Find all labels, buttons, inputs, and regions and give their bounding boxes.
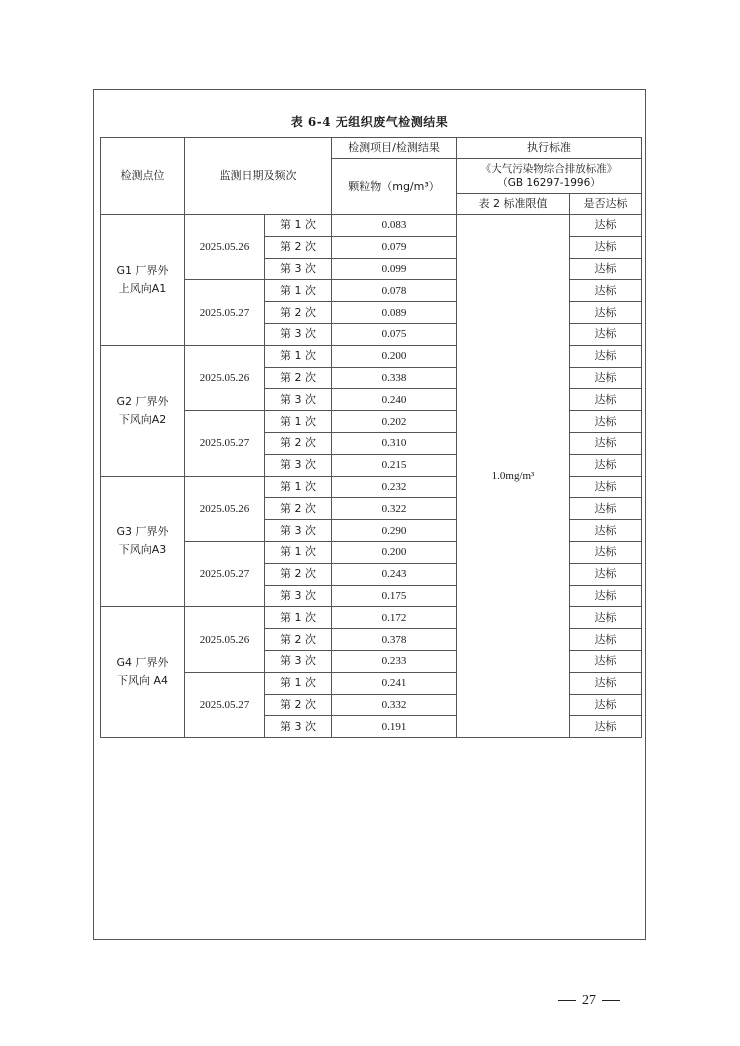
value-cell: 0.378 (332, 629, 457, 651)
status-cell: 达标 (570, 411, 642, 433)
status-cell: 达标 (570, 629, 642, 651)
status-cell: 达标 (570, 650, 642, 672)
freq-cell: 第 3 次 (265, 585, 332, 607)
status-cell: 达标 (570, 236, 642, 258)
header-unit: （mg/m³） (381, 179, 440, 193)
freq-cell: 第 1 次 (265, 541, 332, 563)
date-cell: 2025.05.26 (185, 215, 265, 280)
limit-value: 1.0mg/m³ (457, 215, 570, 738)
value-cell: 0.215 (332, 454, 457, 476)
value-cell: 0.083 (332, 215, 457, 237)
dash-left (558, 1000, 576, 1001)
header-limit: 表 2 标准限值 (457, 194, 570, 215)
freq-cell: 第 3 次 (265, 323, 332, 345)
header-standard-name: 《大气污染物综合排放标准》 (480, 163, 618, 175)
header-standard-name-cell (457, 159, 642, 194)
freq-cell: 第 2 次 (265, 563, 332, 585)
status-cell: 达标 (570, 541, 642, 563)
value-cell: 0.089 (332, 302, 457, 324)
point-name: G2 厂界外下风向A2 (101, 345, 185, 476)
document-frame (93, 89, 646, 940)
freq-cell: 第 1 次 (265, 476, 332, 498)
date-cell: 2025.05.26 (185, 607, 265, 672)
status-cell: 达标 (570, 302, 642, 324)
value-cell: 0.202 (332, 411, 457, 433)
table-title: 表 6-4 无组织废气检测结果 (290, 115, 449, 129)
header-compliance: 是否达标 (570, 194, 642, 215)
freq-cell: 第 2 次 (265, 367, 332, 389)
point-name: G3 厂界外下风向A3 (101, 476, 185, 607)
header-standard: 执行标准 (457, 138, 642, 159)
freq-cell: 第 2 次 (265, 432, 332, 454)
freq-cell: 第 1 次 (265, 411, 332, 433)
freq-cell: 第 2 次 (265, 302, 332, 324)
freq-cell: 第 3 次 (265, 650, 332, 672)
date-cell: 2025.05.27 (185, 672, 265, 737)
value-cell: 0.233 (332, 650, 457, 672)
status-cell: 达标 (570, 367, 642, 389)
status-cell: 达标 (570, 476, 642, 498)
dash-right (602, 1000, 620, 1001)
freq-cell: 第 2 次 (265, 629, 332, 651)
freq-cell: 第 2 次 (265, 236, 332, 258)
value-cell: 0.099 (332, 258, 457, 280)
status-cell: 达标 (570, 389, 642, 411)
status-cell: 达标 (570, 716, 642, 738)
freq-cell: 第 3 次 (265, 454, 332, 476)
header-date-freq: 监测日期及频次 (185, 138, 332, 215)
value-cell: 0.075 (332, 323, 457, 345)
freq-cell: 第 1 次 (265, 607, 332, 629)
point-name: G1 厂界外上风向A1 (101, 215, 185, 346)
page-number-area (552, 993, 626, 1009)
freq-cell: 第 3 次 (265, 716, 332, 738)
freq-cell: 第 1 次 (265, 280, 332, 302)
date-cell: 2025.05.26 (185, 476, 265, 541)
header-point: 检测点位 (101, 138, 185, 215)
value-cell: 0.240 (332, 389, 457, 411)
value-cell: 0.332 (332, 694, 457, 716)
table-row (101, 215, 642, 237)
point-name: G4 厂界外下风向 A4 (101, 607, 185, 738)
value-cell: 0.172 (332, 607, 457, 629)
date-cell: 2025.05.27 (185, 411, 265, 476)
date-cell: 2025.05.27 (185, 280, 265, 345)
header-pollutant: 颗粒物 (348, 179, 382, 193)
freq-cell: 第 2 次 (265, 694, 332, 716)
value-cell: 0.175 (332, 585, 457, 607)
date-cell: 2025.05.27 (185, 541, 265, 606)
freq-cell: 第 1 次 (265, 345, 332, 367)
value-cell: 0.191 (332, 716, 457, 738)
status-cell: 达标 (570, 280, 642, 302)
header-row-1 (101, 138, 642, 159)
value-cell: 0.200 (332, 541, 457, 563)
value-cell: 0.310 (332, 432, 457, 454)
status-cell: 达标 (570, 323, 642, 345)
freq-cell: 第 3 次 (265, 389, 332, 411)
status-cell: 达标 (570, 258, 642, 280)
value-cell: 0.232 (332, 476, 457, 498)
results-table (100, 137, 642, 738)
value-cell: 0.200 (332, 345, 457, 367)
value-cell: 0.241 (332, 672, 457, 694)
value-cell: 0.079 (332, 236, 457, 258)
status-cell: 达标 (570, 498, 642, 520)
freq-cell: 第 3 次 (265, 258, 332, 280)
freq-cell: 第 1 次 (265, 215, 332, 237)
status-cell: 达标 (570, 520, 642, 542)
value-cell: 0.322 (332, 498, 457, 520)
date-cell: 2025.05.26 (185, 345, 265, 410)
value-cell: 0.290 (332, 520, 457, 542)
header-item-result: 检测项目/检测结果 (332, 138, 457, 159)
status-cell: 达标 (570, 563, 642, 585)
value-cell: 0.338 (332, 367, 457, 389)
status-cell: 达标 (570, 345, 642, 367)
freq-cell: 第 2 次 (265, 498, 332, 520)
header-standard-code: （GB 16297-1996） (497, 177, 601, 189)
freq-cell: 第 3 次 (265, 520, 332, 542)
status-cell: 达标 (570, 215, 642, 237)
freq-cell: 第 1 次 (265, 672, 332, 694)
status-cell: 达标 (570, 607, 642, 629)
value-cell: 0.078 (332, 280, 457, 302)
status-cell: 达标 (570, 454, 642, 476)
status-cell: 达标 (570, 432, 642, 454)
status-cell: 达标 (570, 585, 642, 607)
status-cell: 达标 (570, 672, 642, 694)
page-number: 27 (582, 993, 596, 1008)
header-pollutant-cell (332, 159, 457, 215)
value-cell: 0.243 (332, 563, 457, 585)
status-cell: 达标 (570, 694, 642, 716)
